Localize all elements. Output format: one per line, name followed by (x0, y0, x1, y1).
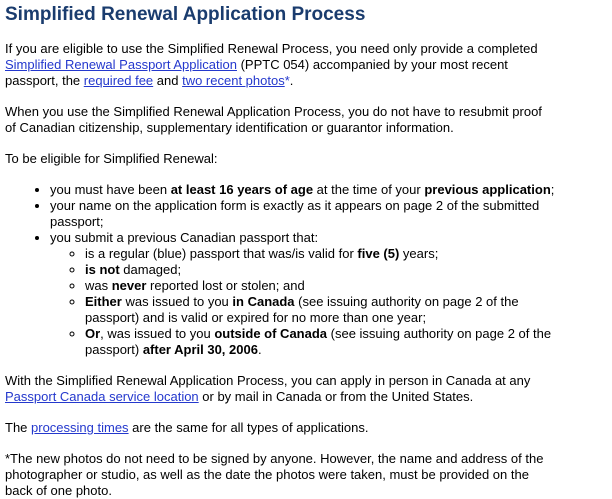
sublist-item-issued-outside-canada (85, 326, 604, 358)
text-segment: never (111, 278, 147, 293)
sublist-item-issued-in-canada (85, 294, 604, 326)
text-segment: and (153, 73, 183, 88)
text-segment: photographer or studio, as well as the date the photos were taken, must be provided on the (5, 467, 529, 482)
paragraph-no-resubmit (5, 104, 604, 136)
sublist-item-regular-passport (85, 246, 604, 262)
link-passport-canada-service-location[interactable]: Passport Canada service location (5, 389, 199, 404)
text-segment: was issued to you (121, 294, 233, 309)
text-segment: at least 16 years of age (170, 182, 314, 197)
text-segment: of Canadian citizenship, supplementary identification or guarantor information. (5, 120, 454, 135)
list-item-previous-passport (50, 230, 604, 358)
sublist-item-never-lost (85, 278, 604, 294)
list-item-previous-passport-lead (50, 230, 318, 245)
page-title: Simplified Renewal Application Process (5, 4, 366, 25)
sublist-item-not-damaged (85, 262, 604, 278)
text-segment: was (85, 278, 112, 293)
link-required-fee[interactable]: required fee (83, 73, 154, 88)
text-segment: (see issuing authority on page 2 of the (327, 326, 552, 341)
text-segment: after April 30, 2006 (142, 342, 258, 357)
text-segment: outside of Canada (214, 326, 328, 341)
text-segment: reported lost or stolen; and (146, 278, 305, 293)
text-segment: in Canada (232, 294, 295, 309)
text-segment: If you are eligible to use the Simplified Renewal Process, you need only provide a completed (5, 41, 538, 56)
text-segment: When you use the Simplified Renewal Application Process, you do not have to resubmit proof (5, 104, 542, 119)
text-segment: you submit a previous Canadian passport that: (50, 230, 319, 245)
text-segment: you must have been (50, 182, 171, 197)
text-segment: passport) and is valid or expired for no more than one year; (85, 310, 427, 325)
text-segment: ; (550, 182, 555, 197)
text-segment: your name on the application form is exactly as it appears on page 2 of the submitted (50, 198, 540, 213)
list-item-age (50, 182, 604, 198)
paragraph-apply (5, 373, 604, 405)
text-segment: passport; (50, 214, 104, 229)
text-segment: back of one photo. (5, 483, 112, 498)
paragraph-processing-times (5, 420, 604, 436)
text-segment: To be eligible for Simplified Renewal: (5, 151, 218, 166)
paragraph-eligibility-lead (5, 151, 604, 167)
text-segment: , was issued to you (100, 326, 215, 341)
link-processing-times[interactable]: processing times (31, 420, 129, 435)
text-segment: (PPTC 054) accompanied by your most recent (236, 57, 508, 72)
list-item-name-match (50, 198, 604, 230)
text-segment: or by mail in Canada or from the United States. (198, 389, 474, 404)
passport-criteria-sublist (50, 246, 604, 358)
link-two-recent-photos[interactable]: two recent photos (182, 73, 285, 88)
text-segment: . (257, 342, 262, 357)
paragraph-intro (5, 41, 604, 89)
text-segment: (see issuing authority on page 2 of the (294, 294, 519, 309)
text-segment: is a regular (blue) passport that was/is valid for (85, 246, 358, 261)
paragraph-photos-footnote (5, 451, 604, 499)
text-segment: With the Simplified Renewal Application Process, you can apply in person in Canada at any (5, 373, 531, 388)
text-segment: Either (85, 294, 122, 309)
footnote-asterisk: * (284, 73, 290, 88)
text-segment: five (5) (357, 246, 400, 261)
text-segment: is not (85, 262, 120, 277)
text-segment: passport, the (5, 73, 84, 88)
text-segment: . (289, 73, 294, 88)
text-segment: The (5, 420, 32, 435)
link-simplified-renewal-passport-application[interactable]: Simplified Renewal Passport Application (5, 57, 237, 72)
eligibility-list (5, 182, 604, 358)
text-segment: *The new photos do not need to be signed by anyone. However, the name and address of the (5, 451, 544, 466)
text-segment: are the same for all types of applications. (128, 420, 369, 435)
text-segment: years; (399, 246, 439, 261)
text-segment: damaged; (119, 262, 182, 277)
text-segment: at the time of your (313, 182, 425, 197)
text-segment: Or (85, 326, 101, 341)
text-segment: passport) (85, 342, 143, 357)
text-segment: previous application (424, 182, 551, 197)
